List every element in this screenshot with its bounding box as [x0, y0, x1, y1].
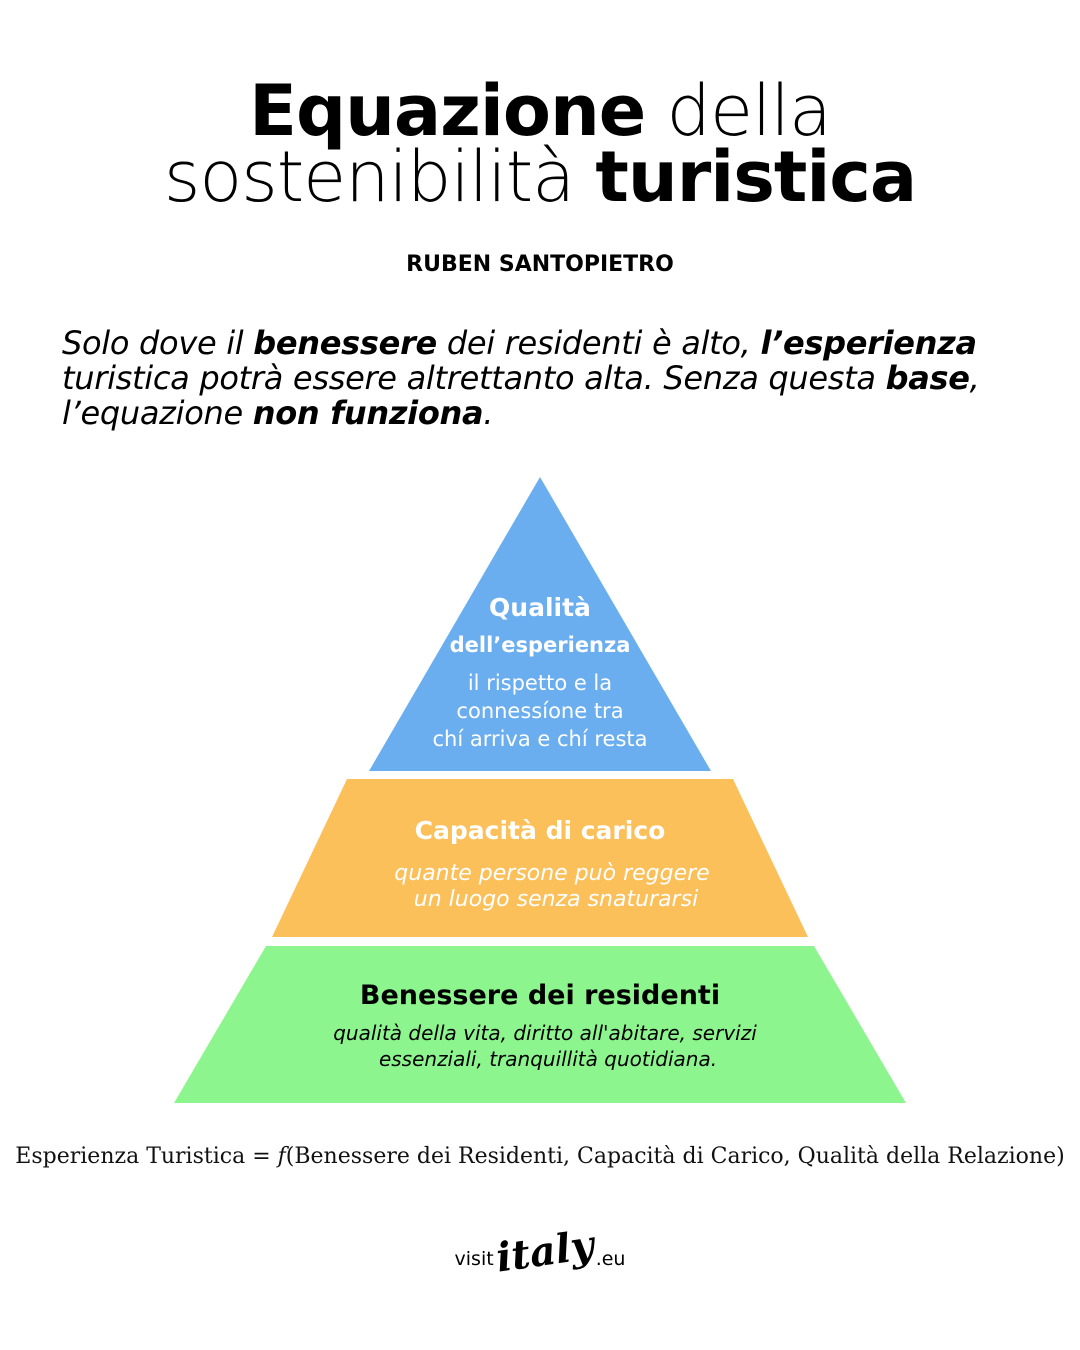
intro-bold-base: base	[885, 359, 970, 397]
pyramid-tier-middle	[272, 779, 808, 937]
top-tier-subtitle: dell’esperienza	[449, 633, 631, 657]
visititaly-logo	[0, 1221, 1080, 1282]
intro-segment: .	[483, 394, 494, 432]
middle-tier-desc-line2: un luogo senza snaturarsi	[413, 887, 699, 912]
top-tier-title: Qualità	[489, 593, 591, 622]
logo-prefix: visit	[454, 1248, 494, 1270]
top-tier-desc-line2: connessíone tra	[456, 699, 624, 723]
middle-tier-title: Capacità di carico	[414, 816, 666, 845]
formula-function: f	[277, 1144, 286, 1169]
title-della: della	[666, 70, 831, 152]
formula-args: (Benessere dei Residenti, Capacità di Carico, Qualità della Relazione)	[285, 1144, 1065, 1169]
formula-lhs: Esperienza Turistica	[15, 1144, 246, 1169]
title-sostenibilita: sostenibilità	[163, 136, 575, 218]
sustainability-formula	[0, 1144, 1080, 1169]
top-tier-desc-line1: il rispetto e la	[467, 671, 613, 695]
formula-equals: =	[245, 1144, 278, 1169]
intro-bold-non-funziona: non funziona	[252, 394, 484, 432]
intro-bold-benessere: benessere	[253, 324, 437, 362]
intro-segment: Solo dove il	[62, 324, 254, 362]
intro-segment: turistica potrà essere altrettanto alta. Senza questa	[62, 359, 886, 397]
intro-bold-esperienza: l’esperienza	[760, 324, 977, 362]
logo-suffix: .eu	[595, 1248, 626, 1270]
logo-middle: italy	[492, 1221, 597, 1282]
title-turistica: turistica	[595, 136, 917, 218]
intro-segment: dei residenti è alto,	[436, 324, 761, 362]
bottom-tier-desc-line2: essenziali, tranquillità quotidiana.	[378, 1047, 718, 1071]
middle-tier-desc-line1: quante persone può reggere	[394, 861, 710, 886]
bottom-tier-title: Benessere dei residenti	[359, 980, 721, 1011]
intro-segment: , l’equazione	[62, 359, 980, 432]
title-equazione: Equazione	[249, 70, 646, 152]
bottom-tier-desc-line1: qualità della vita, diritto all'abitare, servizi	[333, 1021, 757, 1045]
top-tier-desc-line3: chí arriva e chí resta	[432, 727, 648, 751]
author-name: RUBEN SANTOPIETRO	[406, 252, 674, 277]
